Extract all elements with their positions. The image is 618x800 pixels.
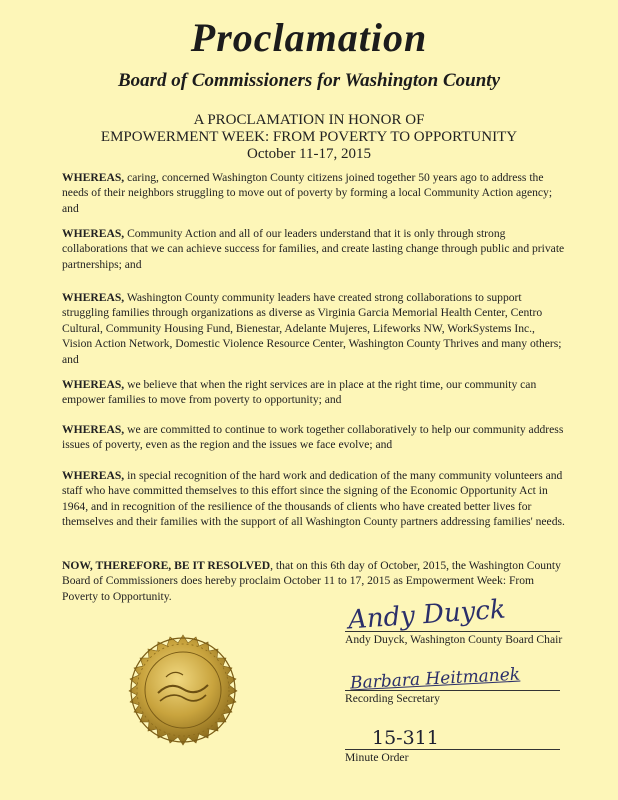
whereas-paragraph-5 (62, 422, 567, 453)
signature-line (345, 690, 560, 691)
paragraph-text: we believe that when the right services are in place at the right time, our community can empower families to move from poverty to opportunity; and (62, 378, 537, 407)
signature-line (345, 631, 560, 632)
paragraph-text: caring, concerned Washington County citizens joined together 50 years ago to address the needs of their neighbors struggling to move out of poverty by forming a local Community Action agency; and (62, 171, 553, 215)
proclamation-heading (0, 112, 618, 163)
secretary-caption: Recording Secretary (345, 692, 440, 705)
chair-caption: Andy Duyck, Washington County Board Chair (345, 633, 563, 646)
paragraph-text: in special recognition of the hard work and dedication of the many community volunteers and staff who have committed themselves to this effort since the signing of the Economic Opportunity Act in 1964, and in recognition of the resilience of the thousands of clients who have created better lives for themselves and their families with the support of all Washington County partners addressing families' needs. (62, 469, 565, 529)
heading-line-1: A PROCLAMATION IN HONOR OF (193, 112, 425, 128)
paragraph-lead: WHEREAS, (62, 423, 125, 436)
paragraph-lead: NOW, THEREFORE, BE IT RESOLVED (62, 559, 271, 572)
board-subtitle: Board of Commissioners for Washington County (117, 70, 501, 91)
paragraph-lead: WHEREAS, (62, 469, 125, 482)
whereas-paragraph-6 (62, 468, 567, 530)
whereas-paragraph-4 (62, 377, 567, 408)
minute-order-number: 15-311 (372, 727, 439, 749)
paragraph-text: we are committed to continue to work together collaboratively to help our community address issues of poverty, even as the region and the issues we face evolve; and (62, 423, 564, 452)
minute-order-caption: Minute Order (345, 751, 409, 764)
paragraph-text: Community Action and all of our leaders understand that it is only through strong collaborations that we can achieve success for families, and create lasting change through public and private partnerships; and (62, 227, 565, 271)
whereas-paragraph-2 (62, 226, 567, 272)
proclamation-title: Proclamation (190, 15, 428, 60)
secretary-signature-block (345, 690, 585, 705)
whereas-paragraph-1 (62, 170, 567, 216)
whereas-paragraph-3 (62, 290, 567, 367)
minute-order-block (345, 749, 585, 764)
paragraph-lead: WHEREAS, (62, 291, 125, 304)
paragraph-lead: WHEREAS, (62, 227, 125, 240)
county-seal-icon (108, 615, 258, 765)
heading-line-3: October 11-17, 2015 (247, 146, 371, 162)
paragraph-text: Washington County community leaders have created strong collaborations to support struggling families through organizations as diverse as Virginia Garcia Memorial Health Center, Centro Cultural, Community Housing Fund, Bienestar, Adelante Mujeres, Lifeworks NW, WorkSystems Inc., Vision Action Network, Domestic Violence Resource Center, Washington County Thrives and many others; and (62, 291, 562, 366)
secretary-signature: Barbara Heitmanek (349, 664, 521, 694)
signature-line (345, 749, 560, 750)
paragraph-lead: WHEREAS, (62, 171, 125, 184)
chair-signature-block (345, 631, 585, 646)
paragraph-text: , that on this 6th day of October, 2015, the Washington County Board of Commissioners does hereby proclaim October 11 to 17, 2015 as Empowerment Week: From Poverty to Opportunity. (62, 559, 561, 603)
heading-line-2: EMPOWERMENT WEEK: FROM POVERTY TO OPPORTUNITY (100, 129, 518, 145)
paragraph-lead: WHEREAS, (62, 378, 125, 391)
chair-signature: Andy Duyck (347, 594, 507, 636)
